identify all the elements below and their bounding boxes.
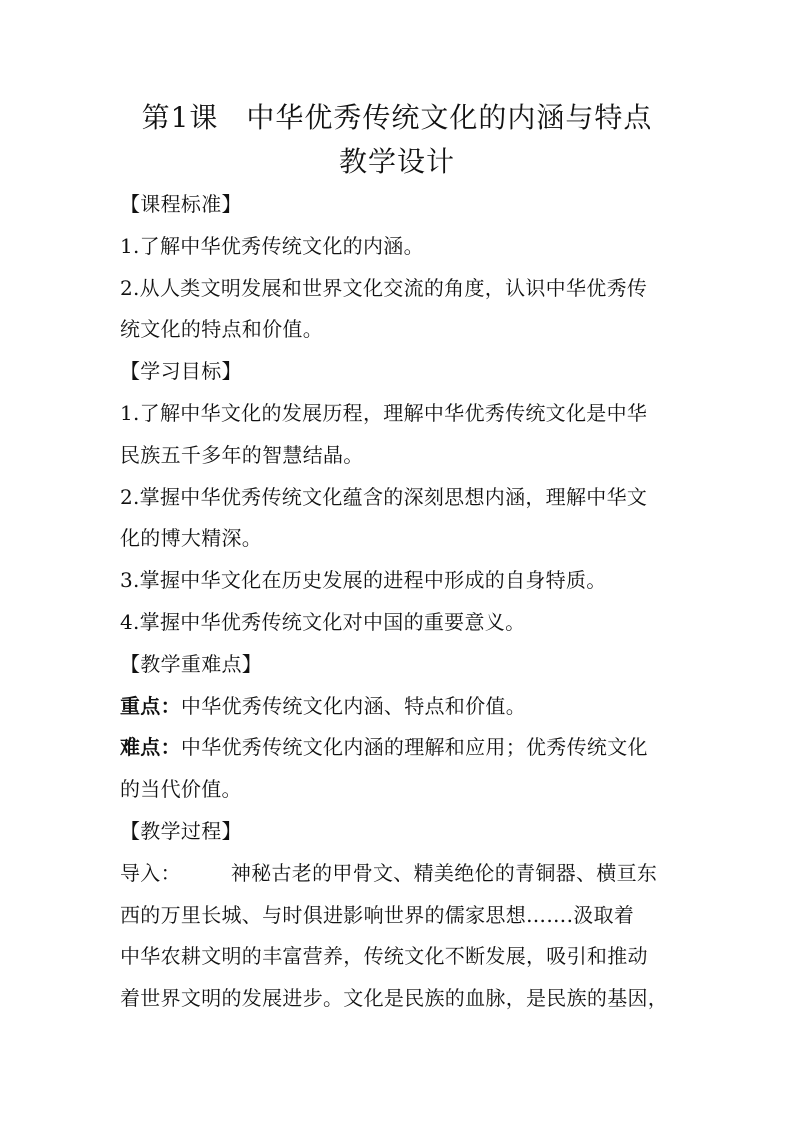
goals-line-2: 民族五千多年的智慧结晶。: [120, 442, 364, 467]
difficult-point-text: 中华优秀传统文化内涵的理解和应用；优秀传统文化: [180, 735, 648, 760]
difficult-point-line-2: 的当代价值。: [120, 777, 242, 802]
intro-line-4: 着世界文明的发展进步。文化是民族的血脉，是民族的基因，: [120, 986, 669, 1011]
difficult-point-label: 难点：: [120, 735, 181, 760]
intro-line-3: 中华农耕文明的丰富营养，传统文化不断发展，吸引和推动: [120, 944, 648, 969]
intro-line-2: 西的万里长城、与时俱进影响世界的儒家思想…….汲取着: [120, 902, 635, 927]
standard-line-3: 统文化的特点和价值。: [120, 317, 323, 342]
standard-line-1: 1.了解中华优秀传统文化的内涵。: [120, 233, 424, 258]
section-heading-keypoints: 【教学重难点】: [120, 651, 263, 676]
goals-line-5: 3.掌握中华文化在历史发展的进程中形成的自身特质。: [120, 568, 607, 593]
key-point-line: [120, 686, 676, 728]
key-point-text: 中华优秀传统文化内涵、特点和价值。: [180, 693, 527, 718]
lesson-title: 中华优秀传统文化的内涵与特点: [246, 101, 653, 134]
difficult-point-line: [120, 727, 676, 769]
goals-line-6: 4.掌握中华优秀传统文化对中国的重要意义。: [120, 609, 526, 634]
lesson-number: 第1课: [141, 101, 219, 134]
title-line-2: 教学设计: [338, 145, 455, 178]
section-heading-goals: 【学习目标】: [120, 359, 242, 384]
intro-line-1: [120, 853, 676, 895]
intro-text-1: 神秘古老的甲骨文、精美绝伦的青铜器、横亘东: [230, 860, 658, 885]
section-heading-standard: 【课程标准】: [120, 192, 242, 216]
goals-line-1: 1.了解中华文化的发展历程，理解中华优秀传统文化是中华: [120, 400, 648, 425]
key-point-label: 重点：: [120, 693, 181, 718]
section-heading-process: 【教学过程】: [120, 818, 242, 843]
document-body: [120, 184, 676, 1020]
goals-line-4: 化的博大精深。: [120, 526, 263, 551]
standard-line-2: 2.从人类文明发展和世界文化交流的角度，认识中华优秀传: [120, 275, 648, 300]
title-line-1: [0, 96, 794, 140]
intro-label: 导入：: [120, 860, 181, 885]
goals-line-3: 2.掌握中华优秀传统文化蕴含的深刻思想内涵，理解中华文: [120, 484, 648, 509]
document-title: [0, 96, 794, 184]
